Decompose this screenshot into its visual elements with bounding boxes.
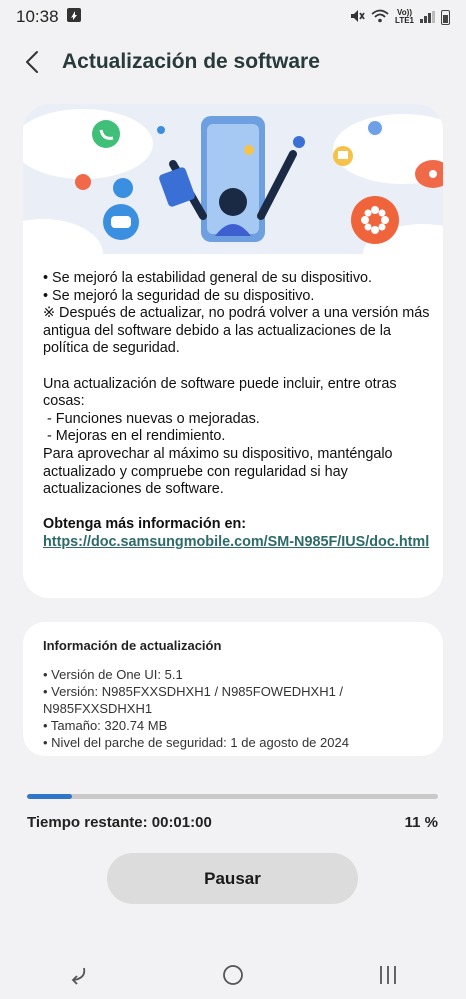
back-button[interactable] — [12, 42, 52, 82]
software-update-illustration — [23, 104, 443, 254]
page-title: Actualización de software — [62, 50, 320, 73]
app-header — [0, 40, 466, 84]
update-intro: Una actualización de software puede incluir, entre otras cosas: — [43, 375, 401, 410]
info-item: • Tamaño: 320.74 MB — [43, 718, 168, 733]
release-notes-text — [43, 270, 433, 552]
notification-icon — [67, 7, 81, 27]
more-info-label: Obtenga más información en: — [43, 516, 247, 533]
status-time: 10:38 — [16, 7, 59, 26]
note-line: • Se mejoró la estabilidad general de su dispositivo. — [43, 270, 373, 286]
more-info-link[interactable]: https://doc.samsungmobile.com/SM-N985F/IUS/doc.html — [43, 533, 430, 550]
status-bar — [0, 0, 466, 34]
lte-indicator — [395, 9, 414, 25]
feature-item: - Mejoras en el rendimiento. — [43, 428, 226, 445]
battery-icon — [441, 10, 450, 25]
volte-label: Vo)) — [397, 8, 412, 17]
home-circle-icon — [221, 963, 245, 987]
pause-button[interactable]: Pausar — [107, 853, 358, 904]
nav-recents-button[interactable] — [358, 955, 418, 995]
recents-bars-icon — [377, 964, 399, 986]
navigation-bar — [0, 950, 466, 999]
note-line: ※ Después de actualizar, no podrá volver a una versión más antigua del software debido a las actualizaciones de la política de seguridad. — [43, 305, 434, 357]
release-notes-card[interactable] — [23, 104, 443, 598]
update-info-list — [43, 666, 433, 751]
nav-back-button[interactable] — [48, 955, 108, 995]
progress-row — [27, 814, 438, 831]
back-arrow-icon — [66, 964, 90, 986]
download-progress-bar — [27, 794, 438, 799]
info-item: • Nivel del parche de seguridad: 1 de agosto de 2024 — [43, 735, 349, 750]
signal-icon — [420, 11, 435, 23]
note-line: • Se mejoró la seguridad de su dispositivo. — [43, 287, 315, 304]
info-item: • Versión: N985FXXSDHXH1 / N985FOWEDHXH1 / N985FXXSDHXH1 — [43, 684, 344, 716]
wifi-icon — [371, 9, 389, 26]
nav-home-button[interactable] — [203, 955, 263, 995]
time-remaining: Tiempo restante: 00:01:00 — [27, 814, 212, 831]
update-advice: Para aprovechar al máximo su dispositivo, manténgalo actualizado y compruebe con regularidad si hay actualizaciones de software. — [43, 445, 397, 498]
update-info-card — [23, 622, 443, 756]
lte-label: LTE1 — [395, 16, 414, 25]
info-item: • Versión de One UI: 5.1 — [43, 667, 183, 682]
update-info-title: Información de actualización — [43, 638, 222, 653]
mute-icon — [349, 8, 365, 27]
progress-fill — [27, 794, 72, 799]
progress-percent: 11 % — [404, 814, 438, 831]
feature-item: - Funciones nuevas o mejoradas. — [43, 410, 260, 427]
chevron-left-icon — [24, 50, 40, 74]
